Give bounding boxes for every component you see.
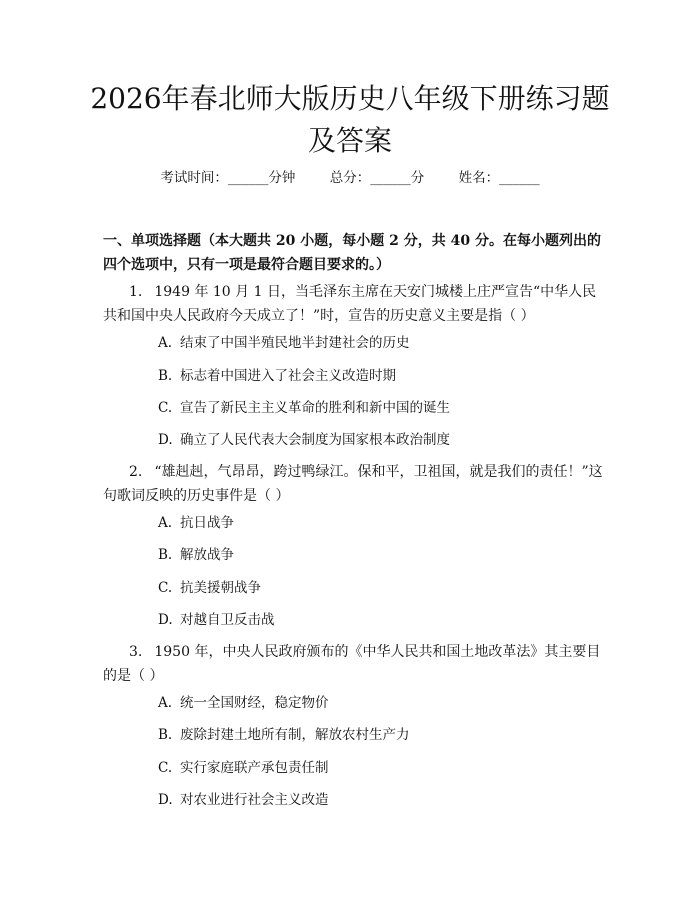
question-1: [103, 280, 603, 328]
option-label: C.: [158, 760, 173, 776]
option-text: 结束了中国半殖民地半封建社会的历史: [180, 335, 410, 351]
option-label: C.: [158, 580, 173, 596]
option-b: [158, 366, 396, 386]
option-c: [158, 398, 450, 418]
option-label: A.: [158, 695, 173, 711]
option-c: [158, 578, 261, 598]
option-text: 抗美援朝战争: [180, 580, 261, 596]
question-number: 2.: [129, 464, 143, 480]
option-text: 对农业进行社会主义改造: [180, 792, 329, 808]
page-title: 2026年春北师大版历史八年级下册练习题及答案: [90, 82, 610, 157]
option-a: [158, 513, 234, 533]
option-d: [158, 610, 275, 630]
section-heading: 一、单项选择题（本大题共 20 小题，每小题 2 分，共 40 分。在每小题列出的四个选项中，只有一项是最符合题目要求的。）: [103, 233, 601, 273]
option-text: 解放战争: [180, 547, 234, 563]
option-d: [158, 790, 329, 810]
option-text: 对越自卫反击战: [180, 612, 275, 628]
option-c: [158, 758, 329, 778]
option-text: 宣告了新民主主义革命的胜利和新中国的诞生: [180, 400, 450, 416]
option-label: D.: [158, 792, 173, 808]
option-label: C.: [158, 400, 173, 416]
option-label: B.: [158, 547, 173, 563]
option-a: [158, 693, 329, 713]
question-number: 3.: [129, 644, 143, 660]
exam-meta-line: 考试时间：______分钟 总分：______分 姓名：______: [160, 170, 540, 186]
option-label: B.: [158, 727, 173, 743]
option-text: 废除封建土地所有制，解放农村生产力: [180, 727, 410, 743]
question-2: [103, 460, 603, 508]
question-stem: 1950 年，中央人民政府颁布的《中华人民共和国土地改革法》其主要目的是（ ）: [103, 644, 601, 684]
option-text: 实行家庭联产承包责任制: [180, 760, 329, 776]
option-label: A.: [158, 515, 173, 531]
option-label: A.: [158, 335, 173, 351]
option-text: 抗日战争: [180, 515, 234, 531]
option-text: 统一全国财经，稳定物价: [180, 695, 329, 711]
option-b: [158, 545, 234, 565]
option-a: [158, 333, 410, 353]
option-b: [158, 725, 410, 745]
option-text: 标志着中国进入了社会主义改造时期: [180, 368, 396, 384]
question-stem: 1949 年 10 月 1 日，当毛泽东主席在天安门城楼上庄严宣告“中华人民共和国中央人民政府今天成立了！”时，宣告的历史意义主要是指（ ）: [103, 284, 597, 324]
option-text: 确立了人民代表大会制度为国家根本政治制度: [180, 432, 450, 448]
question-3: [103, 640, 603, 688]
option-d: [158, 430, 450, 450]
option-label: D.: [158, 612, 173, 628]
option-label: B.: [158, 368, 173, 384]
option-label: D.: [158, 432, 173, 448]
question-stem: “雄赳赳，气昂昂，跨过鸭绿江。保和平，卫祖国，就是我们的责任！”这句歌词反映的历史事件是（ ）: [103, 464, 603, 504]
question-number: 1.: [129, 284, 143, 300]
